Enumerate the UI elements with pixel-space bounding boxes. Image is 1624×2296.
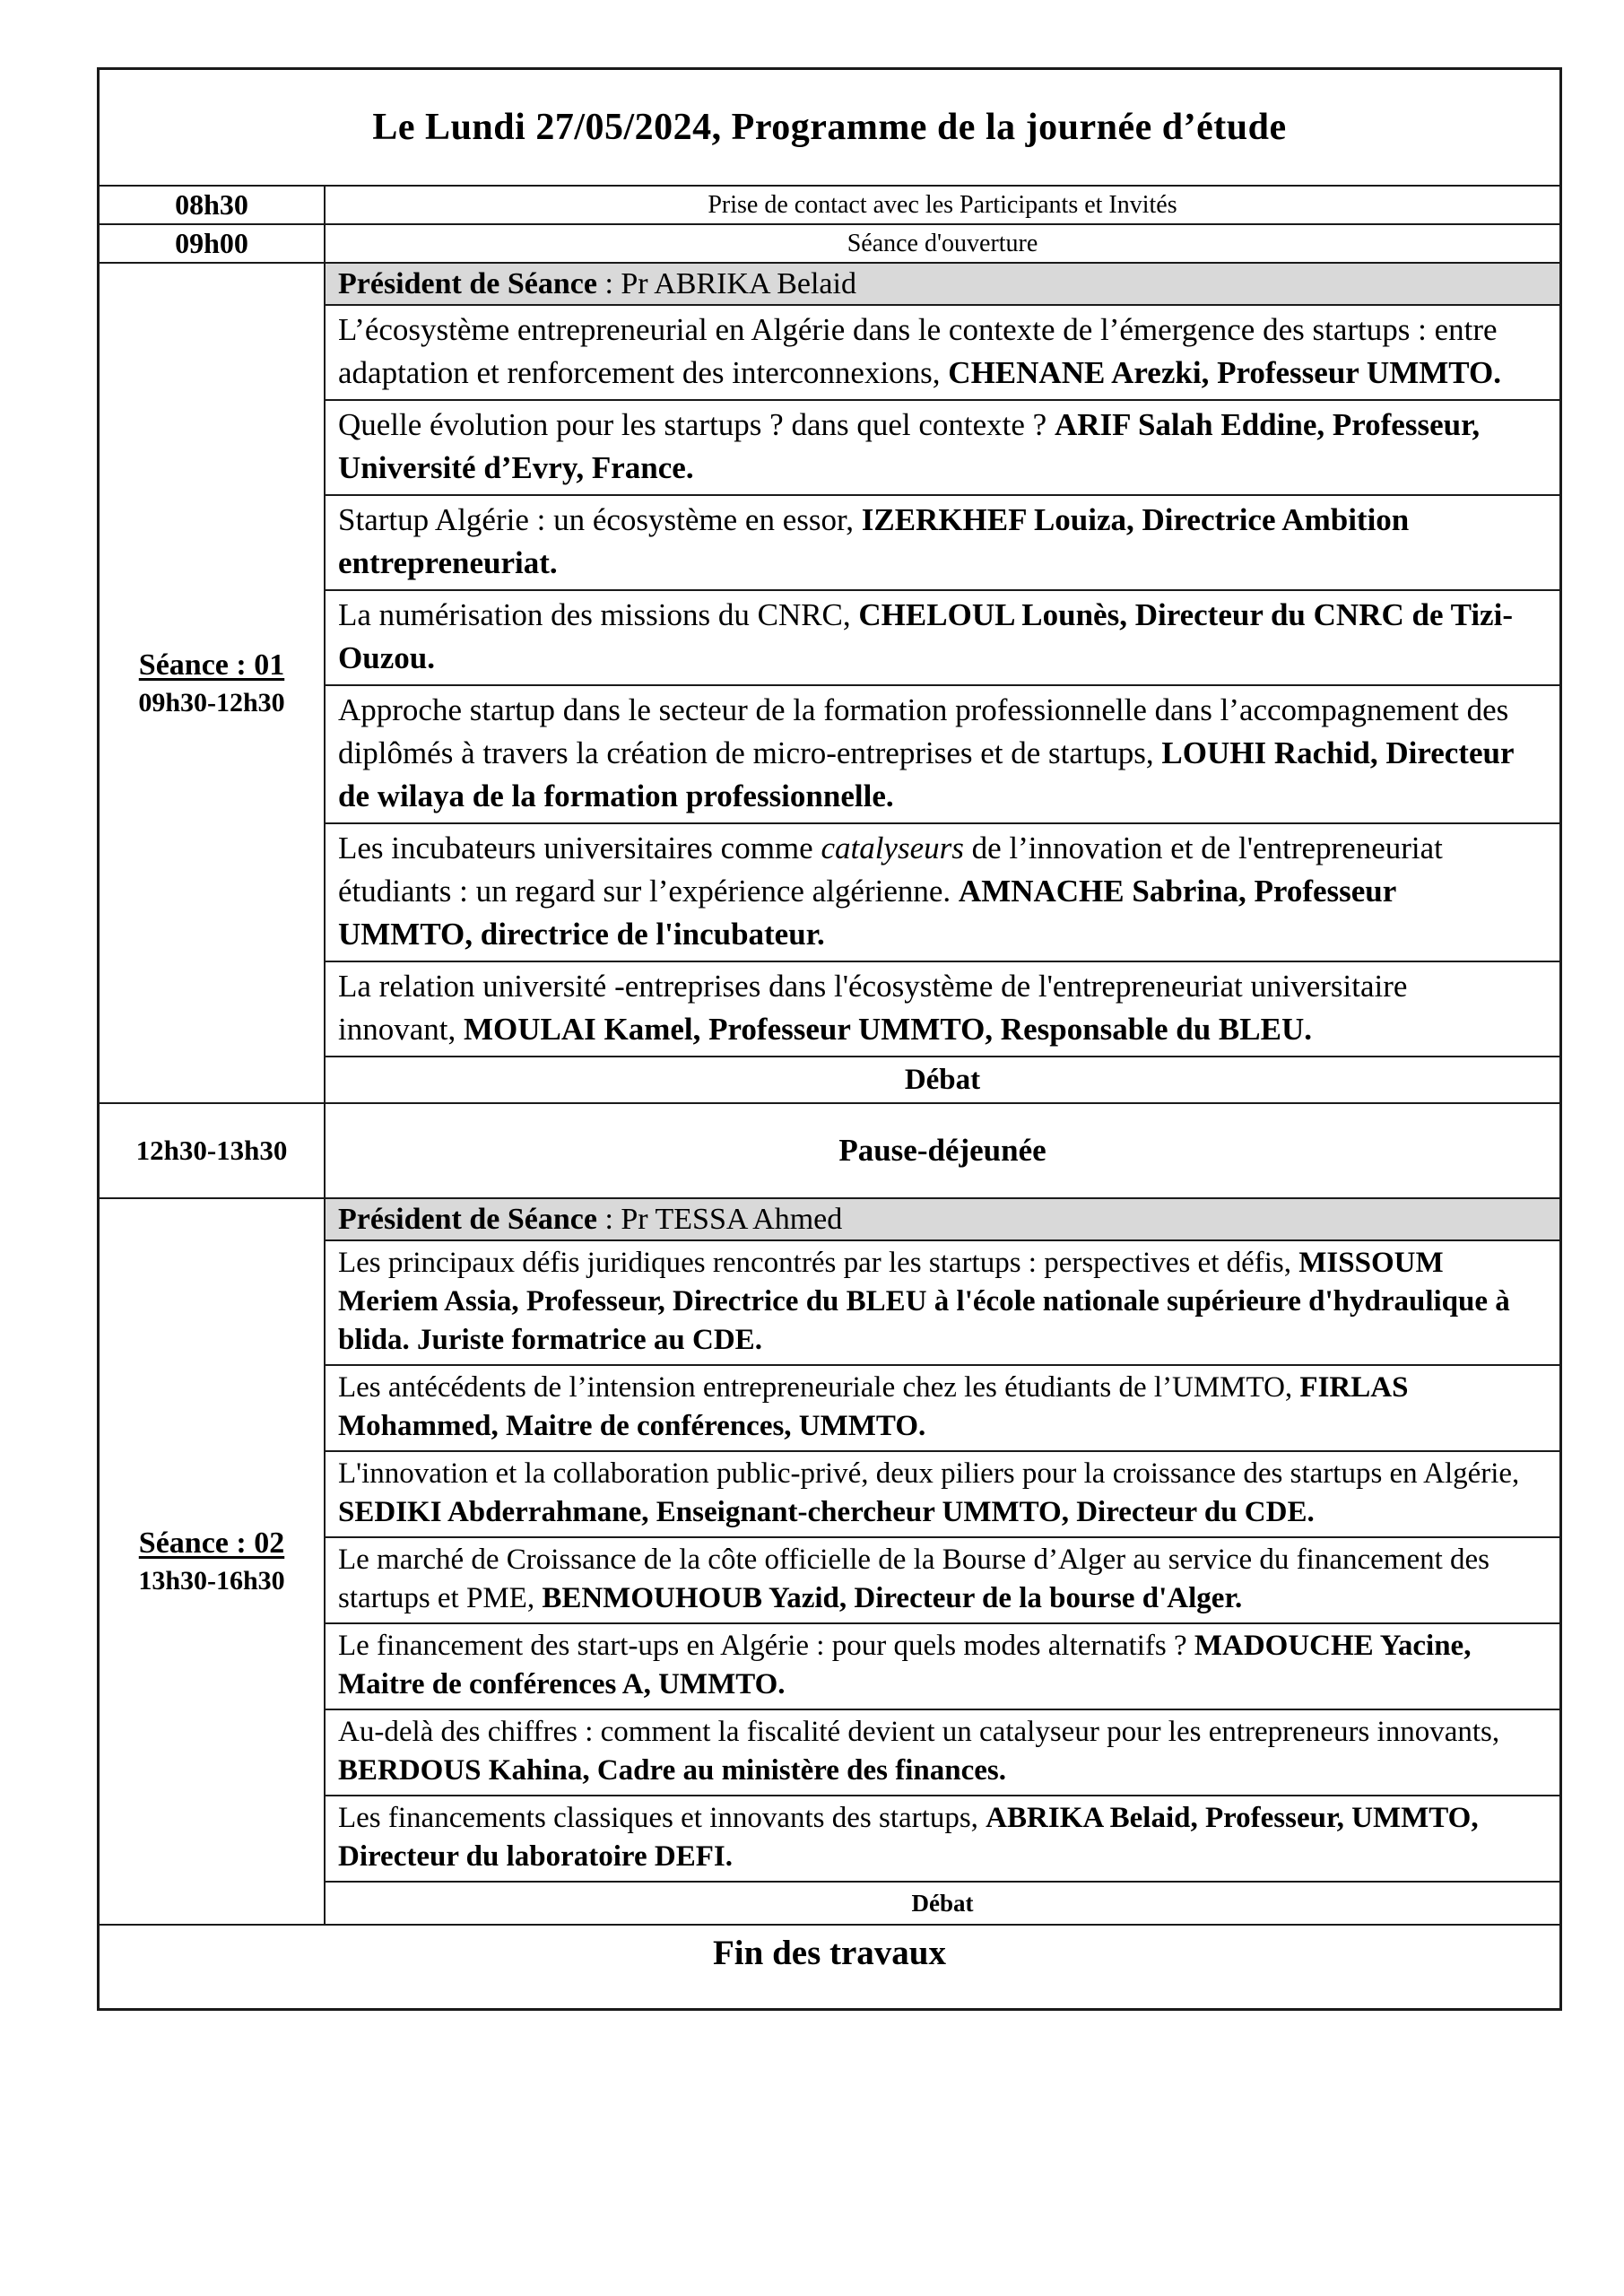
speaker-name: ABRIKA Belaid, Professeur, UMMTO, Directeur du laboratoire DEFI. [338, 1802, 1479, 1873]
session-1-block [100, 264, 1559, 1104]
speaker-name: IZERKHEF Louiza, Directrice Ambition entrepreneuriat. [338, 502, 1410, 580]
session-president-row [326, 264, 1559, 306]
president-label: Président de Séance [338, 267, 597, 300]
debate-row: Débat [911, 1890, 974, 1917]
event-cell: Séance d'ouverture [847, 229, 1038, 257]
president-name: : Pr ABRIKA Belaid [596, 267, 856, 300]
speaker-name: MISSOUM Meriem Assia, Professeur, Directrice du BLEU à l'école nationale supérieure d'hydraulique à blida. Juriste formatrice au CDE. [338, 1247, 1510, 1356]
speaker-name: MADOUCHE Yacine, Maitre de conférences A, UMMTO. [338, 1630, 1472, 1700]
talk-desc: Au-delà des chiffres : comment la fiscalité devient un catalyseur pour les entrepreneurs innovants, [338, 1716, 1500, 1748]
talk-row [326, 962, 1559, 1057]
closing-row: Fin des travaux [712, 1934, 946, 1972]
talk-desc: de l’innovation et de l'entrepreneuriat étudiants : un regard sur l’expérience algérienne. [338, 831, 1443, 909]
session-2-name: Séance : 02 [138, 1526, 285, 1560]
time-cell: 12h30-13h30 [100, 1104, 326, 1197]
speaker-name: ARIF Salah Eddine, Professeur, Université d’Evry, France. [338, 407, 1481, 485]
session-1-content [326, 264, 1559, 1102]
talk-desc: La numérisation des missions du CNRC, [338, 597, 859, 632]
speaker-name: BERDOUS Kahina, Cadre au ministère des finances. [338, 1754, 1007, 1787]
talk-desc-italic: catalyseurs [821, 831, 964, 865]
session-1-hours: 09h30-12h30 [138, 687, 285, 718]
session-1-name: Séance : 01 [138, 648, 285, 682]
talk-desc: L’écosystème entrepreneurial en Algérie dans le contexte de l’émergence des startups : entre adaptation et renforcement des interconnexions, [338, 312, 1498, 390]
talk-row [326, 1796, 1559, 1883]
talk-desc: L'innovation et la collaboration public-privé, deux piliers pour la croissance des startups en Algérie, [338, 1457, 1520, 1490]
speaker-name: LOUHI Rachid, Directeur de wilaya de la formation professionnelle. [338, 735, 1514, 813]
talk-row [326, 1366, 1559, 1452]
speaker-name: SEDIKI Abderrahmane, Enseignant-chercheur UMMTO, Directeur du CDE. [338, 1496, 1315, 1528]
pause-label: Pause-déjeunée [838, 1133, 1046, 1168]
speaker-name: CHELOUL Lounès, Directeur du CNRC de Tizi-Ouzou. [338, 597, 1513, 675]
session-2-block [100, 1199, 1559, 1926]
page-title: Le Lundi 27/05/2024, Programme de la journée d’étude [100, 70, 1559, 187]
president-label: Président de Séance [338, 1203, 597, 1236]
talk-row [326, 1538, 1559, 1624]
talk-row [326, 591, 1559, 686]
event-cell: Prise de contact avec les Participants et Invités [708, 190, 1177, 219]
speaker-name: MOULAI Kamel, Professeur UMMTO, Responsable du BLEU. [463, 1012, 1312, 1047]
talk-row [326, 306, 1559, 401]
talk-desc: Les incubateurs universitaires comme [338, 831, 821, 865]
debate-row: Débat [904, 1064, 981, 1096]
session-2-hours: 13h30-16h30 [138, 1566, 285, 1596]
talk-row [326, 686, 1559, 824]
talk-desc: Les financements classiques et innovants des startups, [338, 1802, 986, 1834]
time-cell: 08h30 [100, 187, 326, 223]
talk-desc: La relation université -entreprises dans l'écosystème de l'entrepreneuriat universitaire innovant, [338, 969, 1408, 1047]
president-name: : Pr TESSA Ahmed [596, 1203, 843, 1236]
talk-desc: Les principaux défis juridiques rencontrés par les startups : perspectives et défis, [338, 1247, 1299, 1279]
session-2-time-cell [100, 1199, 326, 1924]
speaker-name: FIRLAS Mohammed, Maitre de conférences, UMMTO. [338, 1371, 1409, 1442]
talk-desc: Le financement des start-ups en Algérie : pour quels modes alternatifs ? [338, 1630, 1194, 1662]
talk-desc: Approche startup dans le secteur de la formation professionnelle dans l’accompagnement des diplômés à travers la création de micro-entreprises et de startups, [338, 692, 1509, 770]
speaker-name: BENMOUHOUB Yazid, Directeur de la bourse d'Alger. [542, 1582, 1243, 1614]
speaker-name: AMNACHE Sabrina, Professeur UMMTO, directrice de l'incubateur. [338, 874, 1396, 952]
talk-row [326, 1241, 1559, 1366]
time-cell: 09h00 [100, 225, 326, 262]
talk-row [326, 401, 1559, 496]
pause-row [100, 1104, 1559, 1199]
talk-row [326, 1710, 1559, 1796]
session-president-row [326, 1199, 1559, 1241]
table-row [100, 187, 1559, 225]
table-row [100, 225, 1559, 264]
session-2-content [326, 1199, 1559, 1924]
talk-desc: Les antécédents de l’intension entrepreneuriale chez les étudiants de l’UMMTO, [338, 1371, 1300, 1404]
talk-row [326, 1624, 1559, 1710]
program-table [97, 67, 1562, 2011]
speaker-name: CHENANE Arezki, Professeur UMMTO. [948, 355, 1501, 390]
talk-desc: Startup Algérie : un écosystème en essor, [338, 502, 862, 537]
talk-desc: Quelle évolution pour les startups ? dans quel contexte ? [338, 407, 1055, 442]
talk-desc: Le marché de Croissance de la côte officielle de la Bourse d’Alger au service du financement des startups et PME, [338, 1544, 1490, 1614]
talk-row [326, 496, 1559, 591]
talk-row [326, 824, 1559, 962]
talk-row [326, 1452, 1559, 1538]
session-1-time-cell [100, 264, 326, 1102]
